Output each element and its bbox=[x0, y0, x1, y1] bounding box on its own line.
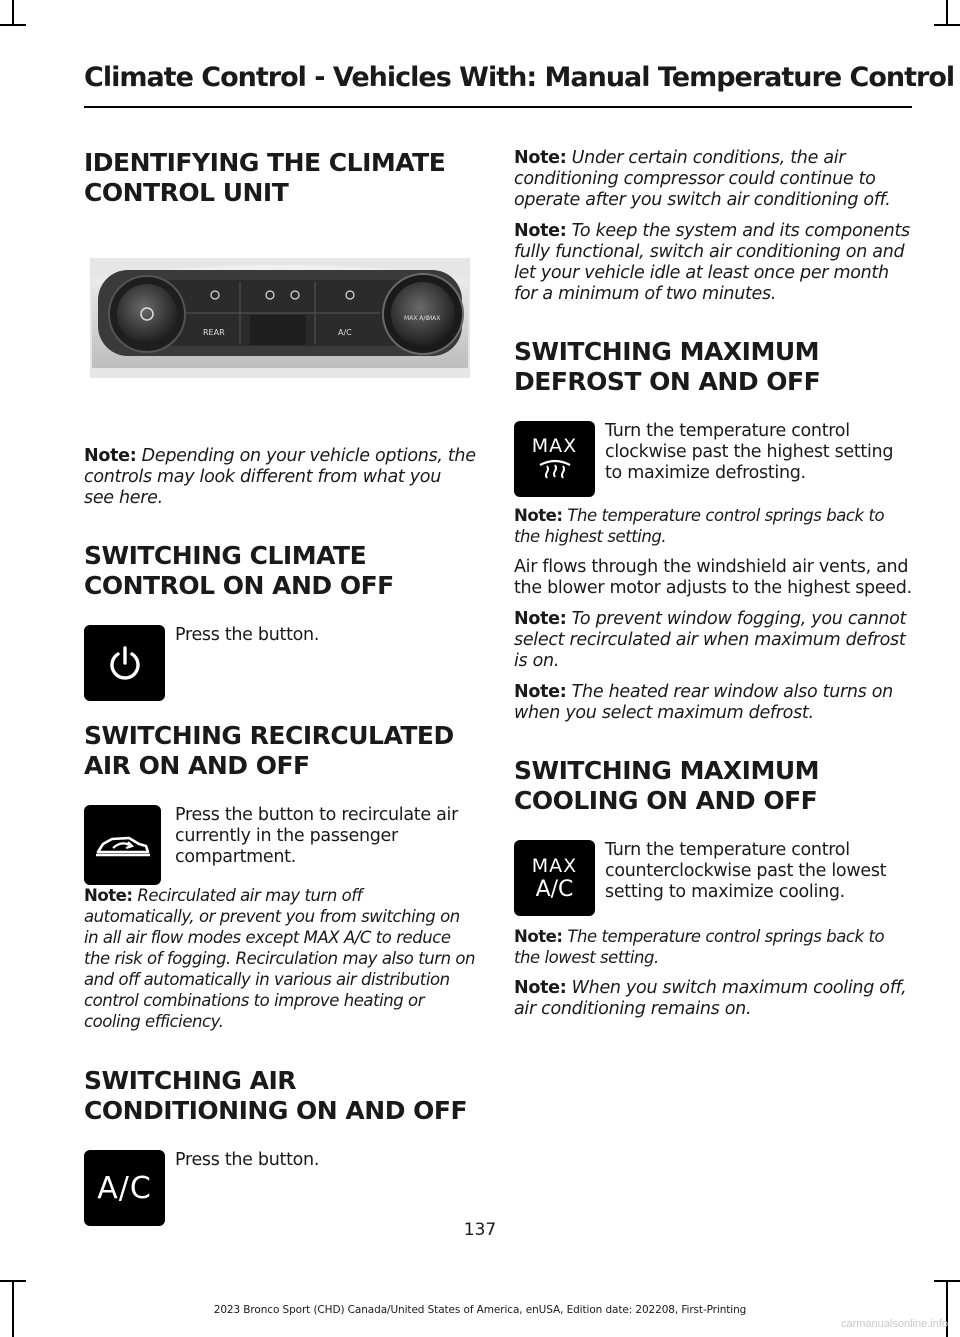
recirculation-icon bbox=[84, 805, 161, 885]
note-recirculation bbox=[84, 885, 476, 1032]
defrost-glyph bbox=[536, 457, 574, 483]
note-label: Note: bbox=[514, 221, 567, 241]
section-heading-max-cooling bbox=[514, 756, 912, 816]
recirculation-icon-row bbox=[84, 805, 476, 883]
panel-max-ac-label: MAX A/C bbox=[404, 315, 430, 322]
heading-line: CONTROL UNIT bbox=[84, 178, 289, 207]
watermark: carmanualsonline.info bbox=[840, 1318, 948, 1330]
note-label: Note: bbox=[84, 886, 133, 905]
climate-control-panel-image bbox=[90, 258, 470, 378]
note-label: Note: bbox=[514, 978, 567, 998]
ac-icon bbox=[84, 1150, 165, 1226]
note-text: The heated rear window also turns on when you select maximum defrost. bbox=[514, 682, 893, 723]
section-heading-recirculation bbox=[84, 721, 476, 781]
heading-line: SWITCHING MAXIMUM bbox=[514, 337, 820, 366]
max-cooling-icon-label: MAX bbox=[531, 855, 578, 877]
crop-mark bbox=[946, 0, 948, 26]
heading-line: DEFROST ON AND OFF bbox=[514, 367, 821, 396]
note-label: Note: bbox=[514, 927, 563, 946]
note-identify bbox=[84, 446, 476, 509]
note-text: To keep the system and its components fully functional, switch air conditioning on and let your vehicle idle at least once per month for a minimum of two minutes. bbox=[514, 221, 910, 304]
note-text: To prevent window fogging, you cannot select recirculated air when maximum defrost is on. bbox=[514, 609, 907, 671]
max-cooling-instruction: Turn the temperature control counterclockwise past the lowest setting to maximize cooling. bbox=[605, 840, 887, 902]
power-icon-row bbox=[84, 625, 476, 703]
page-number: 137 bbox=[463, 1220, 497, 1240]
title-rule bbox=[84, 106, 912, 108]
note-cooling-springback bbox=[514, 926, 912, 968]
defrost-airflow-paragraph: Air flows through the windshield air vents, and the blower motor adjusts to the highest speed. bbox=[514, 557, 912, 598]
section-heading-max-defrost bbox=[514, 337, 912, 397]
note-text: Under certain conditions, the air conditioning compressor could continue to operate after you switch air conditioning off. bbox=[514, 148, 891, 210]
note-text: The temperature control springs back to the lowest setting. bbox=[514, 927, 885, 967]
right-column bbox=[514, 148, 912, 1020]
max-cooling-icon-sublabel: A/C bbox=[535, 877, 574, 902]
note-defrost-rear-window bbox=[514, 682, 912, 724]
ac-icon-label: A/C bbox=[97, 1170, 152, 1206]
note-label: Note: bbox=[514, 506, 563, 525]
heading-line: IDENTIFYING THE CLIMATE bbox=[84, 148, 446, 177]
note-label: Note: bbox=[514, 609, 567, 629]
power-icon bbox=[84, 625, 165, 701]
heading-line: CONTROL ON AND OFF bbox=[84, 571, 394, 600]
heading-line: SWITCHING AIR bbox=[84, 1066, 297, 1095]
crop-mark bbox=[0, 1280, 26, 1282]
max-defrost-icon-label: MAX bbox=[531, 435, 578, 457]
heading-line: SWITCHING RECIRCULATED bbox=[84, 721, 454, 750]
heading-line: CONDITIONING ON AND OFF bbox=[84, 1096, 468, 1125]
recirculation-instruction: Press the button to recirculate air currently in the passenger compartment. bbox=[175, 805, 458, 867]
panel-rear-label: REAR bbox=[203, 328, 225, 337]
left-column bbox=[84, 148, 476, 1228]
page-footer: 2023 Bronco Sport (CHD) Canada/United States of America, enUSA, Edition date: 202208, First-Printing bbox=[213, 1304, 747, 1316]
power-instruction: Press the button. bbox=[175, 625, 320, 645]
max-cooling-block bbox=[514, 840, 912, 920]
ac-instruction: Press the button. bbox=[175, 1150, 320, 1170]
note-text: Recirculated air may turn off automatically, or prevent you from switching on in all air flow modes except MAX A/C to reduce the risk of fogging. Recirculation may also turn on and off automatically in various air distribution control combinations to improve heating or cooling efficiency. bbox=[84, 886, 476, 1031]
heading-line: SWITCHING MAXIMUM bbox=[514, 756, 820, 785]
note-label: Note: bbox=[514, 682, 567, 702]
section-heading-air-conditioning bbox=[84, 1066, 476, 1126]
power-icon-glyph bbox=[105, 643, 145, 683]
panel-max-label: MAX bbox=[427, 315, 441, 322]
note-label: Note: bbox=[84, 446, 137, 466]
crop-mark bbox=[934, 24, 960, 26]
car-recirculation-glyph bbox=[93, 825, 153, 865]
heading-line: AIR ON AND OFF bbox=[84, 751, 310, 780]
panel-ac-label: A/C bbox=[338, 328, 352, 337]
section-heading-power bbox=[84, 541, 476, 601]
note-label: Note: bbox=[514, 148, 567, 168]
note-text: Depending on your vehicle options, the controls may look different from what you see here. bbox=[84, 446, 476, 508]
max-defrost-icon bbox=[514, 421, 595, 497]
heading-line: SWITCHING CLIMATE bbox=[84, 541, 367, 570]
note-text: The temperature control springs back to the highest setting. bbox=[514, 506, 885, 546]
max-defrost-icon-row bbox=[514, 421, 912, 499]
heading-line: COOLING ON AND OFF bbox=[514, 786, 818, 815]
note-compressor bbox=[514, 148, 912, 211]
page-title: Climate Control - Vehicles With: Manual Temperature Control bbox=[84, 62, 955, 93]
note-cooling-off bbox=[514, 978, 912, 1020]
climate-panel-illustration bbox=[90, 258, 470, 378]
section-heading-identify bbox=[84, 148, 476, 208]
note-maintenance bbox=[514, 221, 912, 305]
crop-mark bbox=[12, 0, 14, 26]
max-defrost-instruction: Turn the temperature control clockwise past the highest setting to maximize defrosting. bbox=[605, 421, 894, 483]
note-text: When you switch maximum cooling off, air conditioning remains on. bbox=[514, 978, 907, 1019]
note-defrost-fogging bbox=[514, 609, 912, 672]
note-defrost-springback bbox=[514, 505, 912, 547]
crop-mark bbox=[934, 1280, 960, 1282]
max-cooling-icon bbox=[514, 840, 595, 916]
crop-mark bbox=[0, 24, 26, 26]
ac-icon-row bbox=[84, 1150, 476, 1228]
